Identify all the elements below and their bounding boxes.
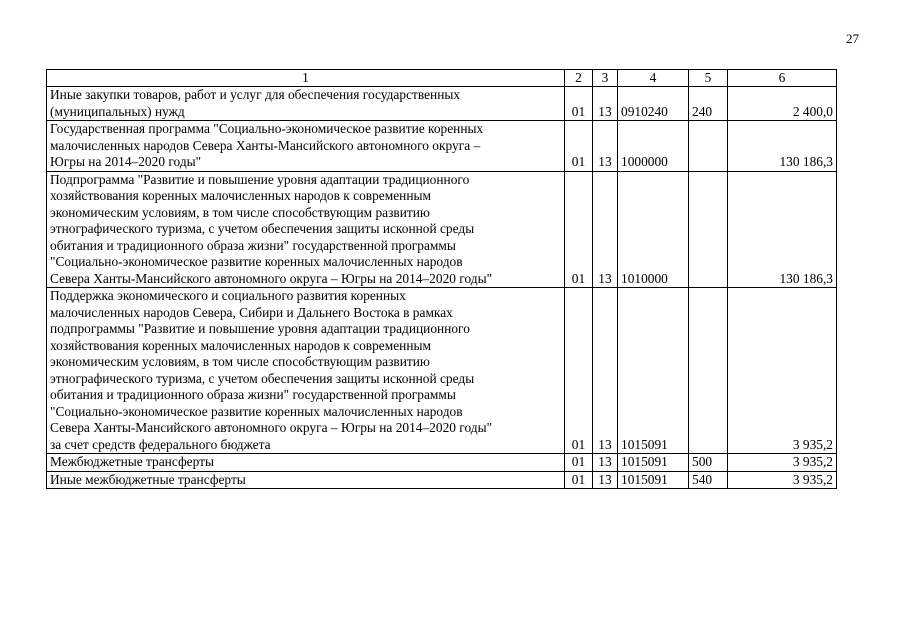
- row-pr: 13: [593, 171, 618, 288]
- row-rz: 01: [565, 87, 593, 121]
- header-cell-5: 5: [689, 70, 728, 87]
- row-amount: 3 935,2: [728, 454, 837, 472]
- row-rz: 01: [565, 121, 593, 172]
- row-amount: 130 186,3: [728, 171, 837, 288]
- row-description: Иные межбюджетные трансферты: [47, 471, 565, 489]
- header-cell-2: 2: [565, 70, 593, 87]
- row-rz: 01: [565, 454, 593, 472]
- table-header-row: [47, 70, 837, 87]
- row-description: Межбюджетные трансферты: [47, 454, 565, 472]
- row-csr: 0910240: [618, 87, 689, 121]
- row-csr: 1015091: [618, 471, 689, 489]
- row-pr: 13: [593, 121, 618, 172]
- row-description: Государственная программа "Социально-экономическое развитие коренных малочисленных народов Севера Ханты-Мансийского автономного округа – Югры на 2014–2020 годы": [47, 121, 565, 172]
- row-vr: 540: [689, 471, 728, 489]
- header-cell-6: 6: [728, 70, 837, 87]
- page-number: 27: [846, 31, 859, 46]
- budget-table: [46, 69, 837, 489]
- table-body: [47, 70, 837, 489]
- row-amount: 2 400,0: [728, 87, 837, 121]
- row-csr: 1015091: [618, 288, 689, 454]
- header-cell-4: 4: [618, 70, 689, 87]
- row-rz: 01: [565, 471, 593, 489]
- table-row: [47, 288, 837, 454]
- table-row: [47, 454, 837, 472]
- table-row: [47, 171, 837, 288]
- header-cell-1: 1: [47, 70, 565, 87]
- row-vr: 240: [689, 87, 728, 121]
- row-description: Поддержка экономического и социального развития коренных малочисленных народов Севера, Сибири и Дальнего Востока в рамках подпрограммы "Развитие и повышение уровня адаптации традиционного хозяйствования коренных малочисленных народов к современным экономическим условиям, в том числе способствующим развитию этнографического туризма, с учетом обеспечения защиты исконной среды обитания и традиционного образа жизни" государственной программы "Социально-экономическое развитие коренных малочисленных народов Севера Ханты-Мансийского автономного округа – Югры на 2014–2020 годы" за счет средств федерального бюджета: [47, 288, 565, 454]
- row-csr: 1000000: [618, 121, 689, 172]
- row-pr: 13: [593, 454, 618, 472]
- row-csr: 1010000: [618, 171, 689, 288]
- row-rz: 01: [565, 288, 593, 454]
- row-vr: [689, 171, 728, 288]
- row-pr: 13: [593, 87, 618, 121]
- table-row: [47, 471, 837, 489]
- table-row: [47, 121, 837, 172]
- table-row: [47, 87, 837, 121]
- row-vr: [689, 121, 728, 172]
- row-description: Иные закупки товаров, работ и услуг для обеспечения государственных (муниципальных) нужд: [47, 87, 565, 121]
- header-cell-3: 3: [593, 70, 618, 87]
- row-description: Подпрограмма "Развитие и повышение уровня адаптации традиционного хозяйствования коренных малочисленных народов к современным экономическим условиям, в том числе способствующим развитию этнографического туризма, с учетом обеспечения защиты исконной среды обитания и традиционного образа жизни" государственной программы "Социально-экономическое развитие коренных малочисленных народов Севера Ханты-Мансийского автономного округа – Югры на 2014–2020 годы": [47, 171, 565, 288]
- row-amount: 130 186,3: [728, 121, 837, 172]
- row-vr: 500: [689, 454, 728, 472]
- row-pr: 13: [593, 471, 618, 489]
- row-amount: 3 935,2: [728, 288, 837, 454]
- row-vr: [689, 288, 728, 454]
- row-rz: 01: [565, 171, 593, 288]
- row-csr: 1015091: [618, 454, 689, 472]
- row-pr: 13: [593, 288, 618, 454]
- row-amount: 3 935,2: [728, 471, 837, 489]
